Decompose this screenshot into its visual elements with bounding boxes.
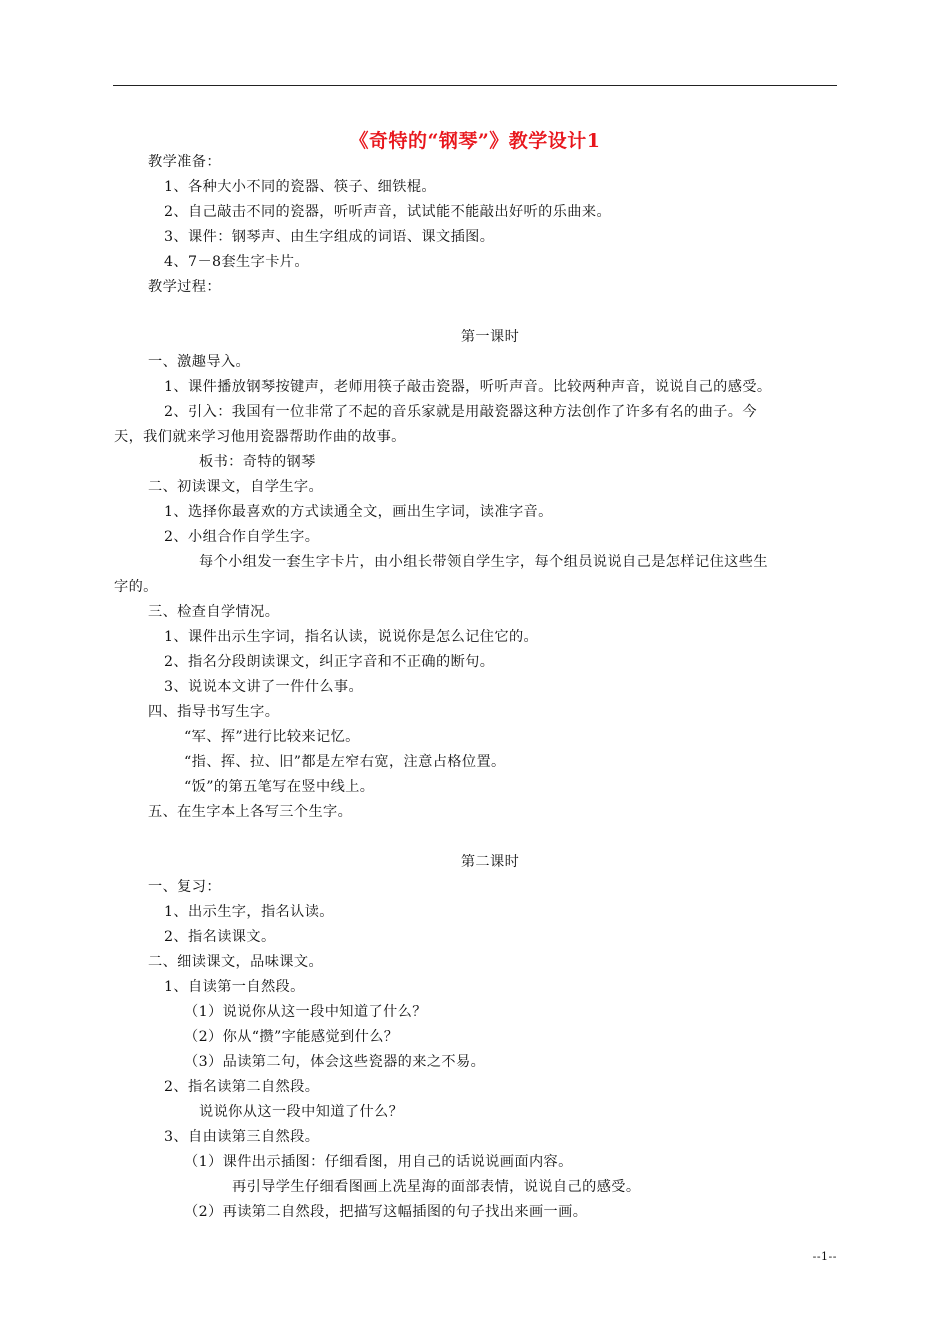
text-line: 1、课件播放钢琴按键声，老师用筷子敲击瓷器，听听声音。比较两种声音，说说自己的感受。 xyxy=(164,379,772,395)
text-line: 一、复习： xyxy=(148,879,221,895)
text-line: （1）说说你从这一段中知道了什么？ xyxy=(184,1004,427,1020)
text-line: 3、说说本文讲了一件什么事。 xyxy=(164,679,364,695)
text-line: 字的。 xyxy=(114,579,158,595)
text-line: 四、指导书写生字。 xyxy=(148,704,280,720)
text-line: 3、自由读第三自然段。 xyxy=(164,1129,320,1145)
text-line: 天，我们就来学习他用瓷器帮助作曲的故事。 xyxy=(114,429,406,445)
text-line: （1）课件出示插图：仔细看图，用自己的话说说画面内容。 xyxy=(184,1154,573,1170)
text-line: 2、小组合作自学生字。 xyxy=(164,529,320,545)
text-line: 每个小组发一套生字卡片，由小组长带领自学生字，每个组员说说自己是怎样记住这些生 xyxy=(199,554,768,570)
text-line: 3、课件：钢琴声、由生字组成的词语、课文插图。 xyxy=(164,229,495,245)
text-line: 五、在生字本上各写三个生字。 xyxy=(148,804,353,820)
page-number: --1-- xyxy=(812,1250,837,1263)
text-line: “饭”的第五笔写在竖中线上。 xyxy=(184,779,375,795)
text-line: 1、课件出示生字词，指名认读，说说你是怎么记住它的。 xyxy=(164,629,539,645)
text-line: 1、选择你最喜欢的方式读通全文，画出生字词，读准字音。 xyxy=(164,504,553,520)
text-line: 二、初读课文，自学生字。 xyxy=(148,479,324,495)
text-line: 教学过程： xyxy=(148,279,221,295)
text-line: 2、指名读课文。 xyxy=(164,929,276,945)
text-line: 2、指名分段朗读课文，纠正字音和不正确的断句。 xyxy=(164,654,495,670)
text-line: 2、自己敲击不同的瓷器，听听声音，试试能不能敲出好听的乐曲来。 xyxy=(164,204,612,220)
text-line: 三、检查自学情况。 xyxy=(148,604,280,620)
text-line: （3）品读第二句，体会这些瓷器的来之不易。 xyxy=(184,1054,486,1070)
text-line: 1、各种大小不同的瓷器、筷子、细铁棍。 xyxy=(164,179,437,195)
text-line: 1、出示生字，指名认读。 xyxy=(164,904,334,920)
text-line: 4、7－8套生字卡片。 xyxy=(164,254,309,270)
section-heading: 第一课时 xyxy=(460,329,520,345)
text-line: （2）你从“攒”字能感觉到什么？ xyxy=(184,1029,399,1045)
text-line: 2、指名读第二自然段。 xyxy=(164,1079,320,1095)
text-line: “指、挥、拉、旧”都是左窄右宽，注意占格位置。 xyxy=(184,754,506,770)
header-rule xyxy=(113,85,837,86)
text-line: 一、激趣导入。 xyxy=(148,354,251,370)
text-line: 教学准备： xyxy=(148,154,221,170)
text-line: （2）再读第二自然段，把描写这幅插图的句子找出来画一画。 xyxy=(184,1204,588,1220)
text-line: “军、挥”进行比较来记忆。 xyxy=(184,729,360,745)
text-line: 再引导学生仔细看图画上冼星海的面部表情，说说自己的感受。 xyxy=(232,1179,641,1195)
text-line: 说说你从这一段中知道了什么？ xyxy=(199,1104,404,1120)
document-title: 《奇特的“钢琴”》教学设计1 xyxy=(349,130,601,152)
text-line: 1、自读第一自然段。 xyxy=(164,979,305,995)
text-line: 2、引入：我国有一位非常了不起的音乐家就是用敲瓷器这种方法创作了许多有名的曲子。今 xyxy=(164,404,757,420)
text-line: 二、细读课文，品味课文。 xyxy=(148,954,324,970)
text-line: 板书：奇特的钢琴 xyxy=(199,454,316,470)
section-heading: 第二课时 xyxy=(460,854,520,870)
